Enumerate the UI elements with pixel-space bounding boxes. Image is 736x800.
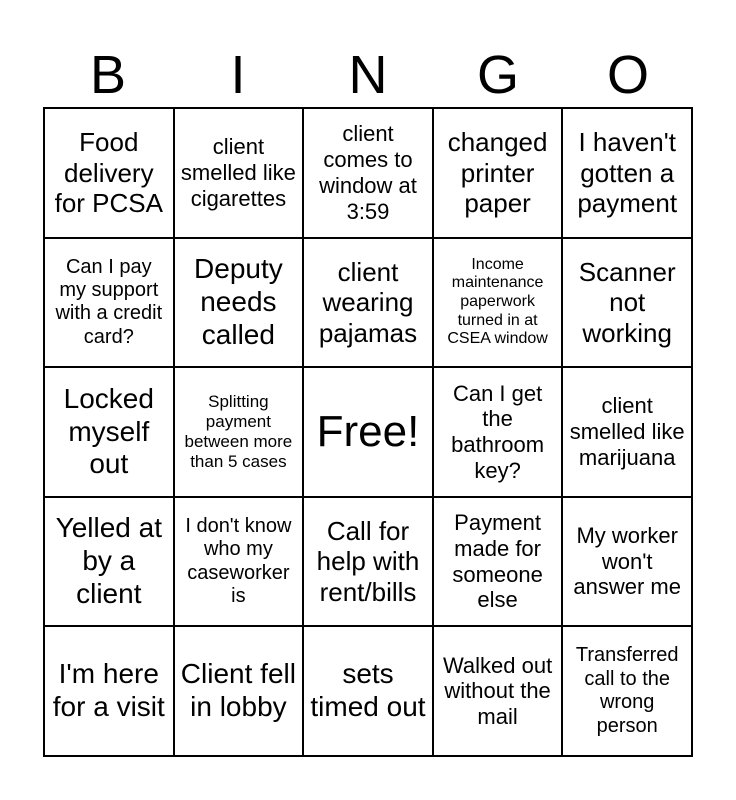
- bingo-cell[interactable]: Yelled at by a client: [44, 497, 174, 627]
- bingo-cell[interactable]: changed printer paper: [433, 108, 563, 238]
- bingo-cell[interactable]: I don't know who my caseworker is: [174, 497, 304, 627]
- bingo-cell[interactable]: Scanner not working: [562, 238, 692, 368]
- bingo-header: [43, 42, 693, 108]
- bingo-cell[interactable]: Splitting payment between more than 5 cases: [174, 367, 304, 497]
- bingo-card: [43, 107, 693, 757]
- bingo-cell[interactable]: Can I pay my support with a credit card?: [44, 238, 174, 368]
- header-letter-o: O: [606, 45, 649, 105]
- bingo-cell[interactable]: client wearing pajamas: [303, 238, 433, 368]
- header-letter-n: N: [348, 45, 388, 105]
- header-letter-b: B: [89, 45, 127, 105]
- bingo-cell[interactable]: sets timed out: [303, 626, 433, 756]
- bingo-cell[interactable]: Transferred call to the wrong person: [562, 626, 692, 756]
- bingo-cell[interactable]: My worker won't answer me: [562, 497, 692, 627]
- bingo-cell[interactable]: Food delivery for PCSA: [44, 108, 174, 238]
- bingo-cell[interactable]: Call for help with rent/bills: [303, 497, 433, 627]
- bingo-cell[interactable]: Income maintenance paperwork turned in at CSEA window: [433, 238, 563, 368]
- bingo-cell[interactable]: Locked myself out: [44, 367, 174, 497]
- bingo-cell[interactable]: client smelled like cigarettes: [174, 108, 304, 238]
- bingo-cell[interactable]: Client fell in lobby: [174, 626, 304, 756]
- bingo-cell[interactable]: Walked out without the mail: [433, 626, 563, 756]
- bingo-cell[interactable]: Deputy needs called: [174, 238, 304, 368]
- header-letter-i: I: [230, 45, 246, 105]
- bingo-cell[interactable]: Can I get the bathroom key?: [433, 367, 563, 497]
- bingo-cell[interactable]: I haven't gotten a payment: [562, 108, 692, 238]
- bingo-cell[interactable]: client comes to window at 3:59: [303, 108, 433, 238]
- bingo-cell[interactable]: Payment made for someone else: [433, 497, 563, 627]
- header-letter-g: G: [476, 45, 519, 105]
- bingo-cell[interactable]: client smelled like marijuana: [562, 367, 692, 497]
- bingo-cell[interactable]: I'm here for a visit: [44, 626, 174, 756]
- free-space[interactable]: Free!: [303, 367, 433, 497]
